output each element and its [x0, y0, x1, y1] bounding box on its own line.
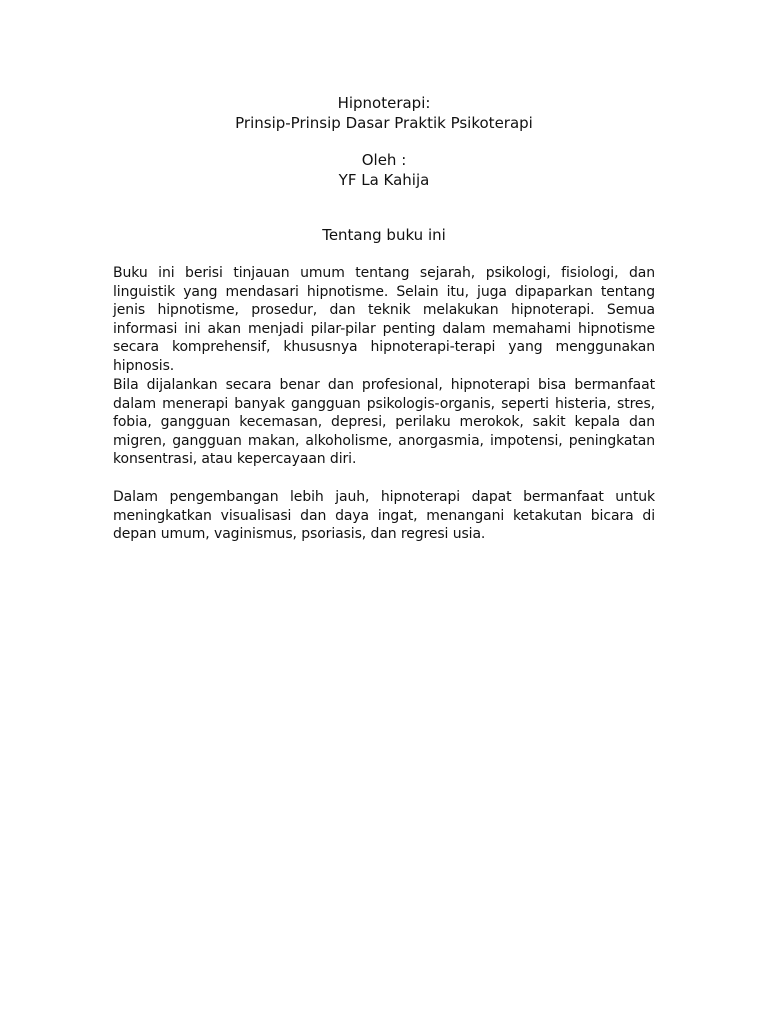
paragraph-development: Dalam pengembangan lebih jauh, hipnoterapi dapat bermanfaat untuk meningkatkan visualisasi dan daya ingat, menangani ketakutan bicara di depan umum, vaginismus, psoriasis, dan regresi usia.: [113, 489, 655, 543]
paragraph-intro: Buku ini berisi tinjauan umum tentang sejarah, psikologi, fisiologi, dan linguistik yang mendasari hipnotisme. Selain itu, juga dipaparkan tentang jenis hipnotisme, prosedur, dan teknik melakukan hipnoterapi. Semua informasi ini akan menjadi pilar-pilar penting dalam memahami hipnotisme secara komprehensif, khususnya hipnoterapi-terapi yang menggunakan hipnosis.: [113, 265, 655, 374]
section-heading: Tentang buku ini: [322, 226, 446, 244]
author-block: [0, 150, 768, 190]
paragraph-benefits: Bila dijalankan secara benar dan profesional, hipnoterapi bisa bermanfaat dalam menerapi banyak gangguan psikologis-organis, seperti histeria, stres, fobia, gangguan kecemasan, depresi, perilaku merokok, sakit kepala dan migren, gangguan makan, alkoholisme, anorgasmia, impotensi, peningkatan konsentrasi, atau kepercayaan diri.: [113, 377, 655, 468]
document-subtitle: Prinsip-Prinsip Dasar Praktik Psikoterapi: [235, 114, 533, 132]
document-title: Hipnoterapi:: [337, 94, 431, 112]
title-block: [0, 93, 768, 133]
author-name: YF La Kahija: [338, 171, 430, 189]
byline-label: Oleh :: [361, 151, 407, 169]
